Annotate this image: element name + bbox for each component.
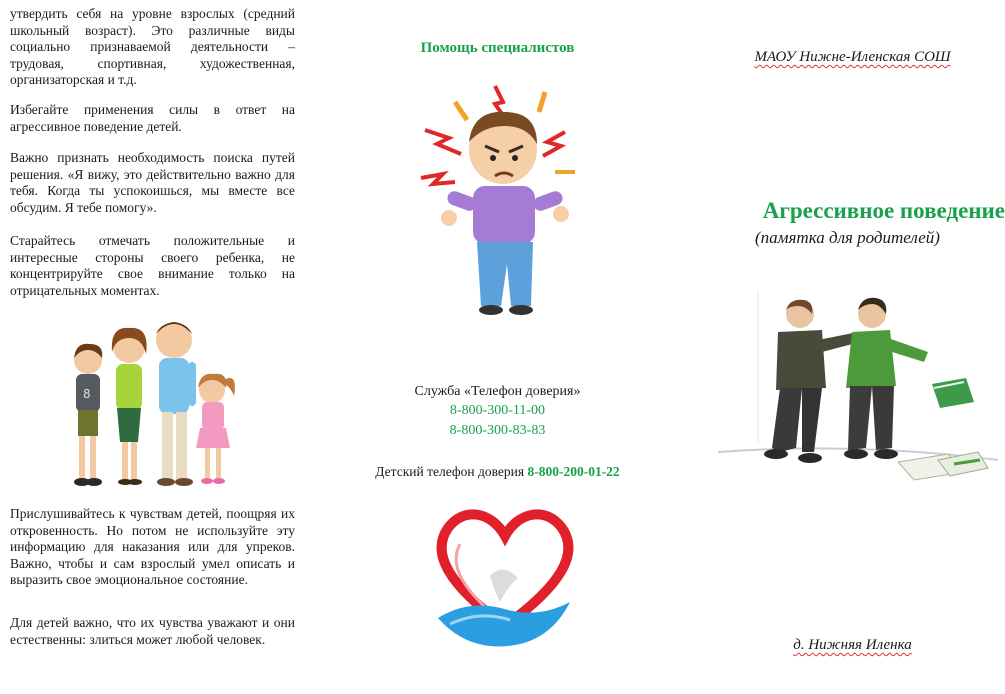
brochure-title: Агрессивное поведение — [762, 198, 1005, 223]
fighting-boys-illustration — [718, 292, 998, 490]
paragraph-respect-feelings: Для детей важно, что их чувства уважают и они естественны: злиться может любой человек. — [10, 615, 295, 647]
svg-text:8: 8 — [83, 387, 91, 401]
child-line — [330, 464, 665, 480]
paragraph-avoid-force: Избегайте применения силы в ответ на агрессивное поведение детей. — [10, 102, 295, 134]
child-line-label: Детский телефон доверия — [375, 464, 525, 479]
school-name: МАОУ Нижне-Иленская СОШ — [754, 49, 951, 65]
middle-panel — [330, 0, 665, 694]
family-illustration — [62, 312, 247, 494]
mother-figure — [112, 328, 147, 485]
right-panel — [690, 0, 1005, 694]
child-line-phone[interactable]: 8-800-200-01-22 — [527, 464, 620, 479]
angry-boy-illustration — [415, 82, 585, 320]
location-name: д. Нижняя Иленка — [793, 637, 912, 653]
boy-figure — [74, 344, 102, 486]
hotline-phone-1[interactable]: 8-800-300-11-00 — [449, 403, 546, 418]
paragraph-activity: утвердить себя на уровне взрослых (средний школьный возраст). Это различные виды социально признаваемой деятельности – трудовая, спортивная, художественная, организаторская и т.д. — [10, 6, 295, 87]
paragraph-positive-sides: Старайтесь отмечать положительные и интересные стороны своего ребенка, не концентрируйте свое внимание только на отрицательных моментах. — [10, 233, 295, 298]
brochure-subtitle: (памятка для родителей) — [755, 228, 940, 247]
hotline-phone-2[interactable]: 8-800-300-83-83 — [449, 423, 546, 438]
specialists-title: Помощь специалистов — [420, 40, 575, 56]
left-panel — [0, 0, 316, 694]
heart-hand-logo — [430, 506, 580, 662]
hotline-label: Служба «Телефон доверия» — [414, 384, 581, 399]
paragraph-find-solutions: Важно признать необходимость поиска путей решения. «Я вижу, это действительно важно для тебя. Когда ты успокоишься, мы вместе все обсудим. Я тебе помогу». — [10, 150, 295, 215]
father-figure — [156, 322, 196, 486]
girl-figure — [196, 374, 235, 484]
paragraph-listen-feelings: Прислушивайтесь к чувствам детей, поощряя их откровенность. Но потом не используйте эту информацию для наказания или для упреков. Важно, чтобы и сам взрослый умел описать и выразить свое эмоциональное состояние. — [10, 506, 295, 587]
